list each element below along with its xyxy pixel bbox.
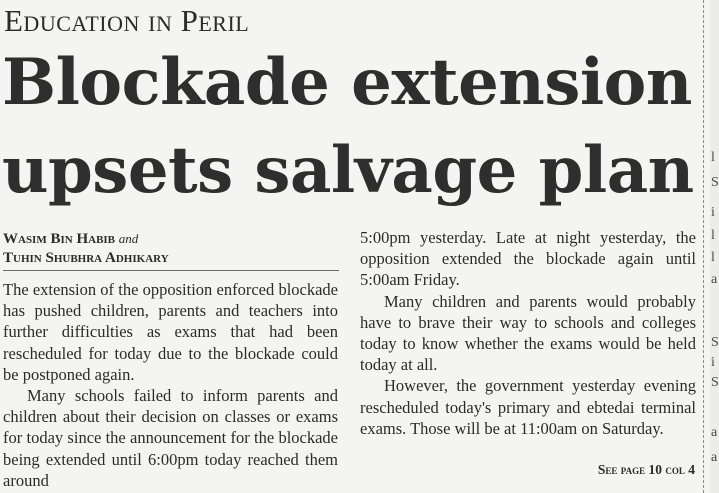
headline-line-2: upsets salvage plan [2, 133, 694, 208]
paragraph: The extension of the opposition enforced blockade has pushed children, parents and teachers into further difficulties as exams that had been rescheduled for today due to the blockade could be postponed again. [3, 280, 338, 384]
edge-glyph: S [711, 375, 719, 390]
paragraph: Many schools failed to inform parents and children about their decision on classes or exams for today since the announcement for the blockade being extended until 6:00pm today reached them around [3, 386, 338, 490]
byline [3, 229, 339, 268]
byline-rule [3, 270, 339, 271]
byline-conjunction: and [118, 231, 139, 246]
edge-glyph: l [711, 228, 715, 243]
author-1: Wasim Bin Habib [3, 231, 116, 247]
paragraph: 5:00pm yesterday. Late at night yesterday, the opposition extended the blockade again until 5:00am Friday. [360, 228, 696, 290]
paragraph: Many children and parents would probably have to brave their way to schools and colleges today to know whether the exams would be held today at all. [360, 291, 696, 375]
edge-glyph: a [711, 425, 718, 440]
edge-glyph: l [711, 250, 715, 265]
adjacent-article-edge [710, 0, 719, 493]
headline-line-1: Blockade extension [2, 45, 692, 120]
edge-glyph: l [711, 150, 715, 165]
article-column-2 [360, 227, 696, 439]
author-2: Tuhin Shubhra Adhikary [3, 250, 169, 266]
edge-glyph: S [711, 335, 719, 350]
edge-glyph: a [711, 450, 718, 465]
paragraph: However, the government yesterday evening rescheduled today's primary and ebtedai terminal exams. Those will be at 11:00am on Saturday. [360, 376, 696, 438]
byline-row-1 [3, 229, 339, 249]
section-kicker: Education in Peril [4, 3, 250, 38]
edge-glyph: i [711, 205, 715, 220]
column-separator [703, 0, 704, 493]
jump-line: See page 10 col 4 [597, 462, 695, 477]
edge-glyph: i [711, 355, 715, 370]
article-column-1 [3, 279, 338, 491]
edge-glyph: a [711, 272, 718, 287]
edge-glyph: S [711, 175, 719, 190]
